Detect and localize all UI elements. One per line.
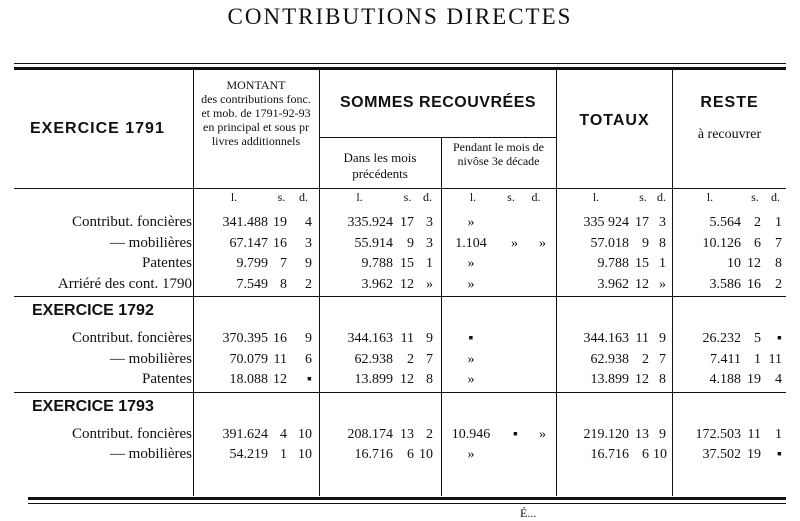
row-label: — mobilières xyxy=(109,234,192,251)
cell-totaux-s: 15 xyxy=(635,256,649,271)
cell-montant-d: 6 xyxy=(305,351,312,367)
cell-nivose-l: » xyxy=(467,215,475,230)
cell-precedents-l: 208.174 xyxy=(347,426,393,442)
cell-totaux-d: 3 xyxy=(659,215,666,230)
cell-precedents-l: 16.716 xyxy=(354,447,393,462)
cell-montant-l: 70.079 xyxy=(229,351,268,367)
top-rule-thick xyxy=(14,67,786,70)
cell-totaux-s: 11 xyxy=(635,331,649,346)
unit-reste-s: s. xyxy=(751,190,759,204)
cell-totaux-d: 8 xyxy=(659,372,666,387)
section-title: EXERCICE 1792 xyxy=(32,302,154,319)
cell-nivose-l: 10.946 xyxy=(451,426,491,442)
header-bottom-rule xyxy=(14,188,786,189)
cell-precedents-s: 6 xyxy=(407,447,414,462)
cell-reste-s: 19 xyxy=(747,372,761,387)
cell-montant-d: 10 xyxy=(298,426,312,442)
bottom-rule-thin xyxy=(28,503,786,504)
row-label: Patentes xyxy=(142,255,192,271)
cell-nivose-l: » xyxy=(467,276,475,292)
cell-totaux-l: 13.899 xyxy=(590,372,629,387)
cell-nivose-l: » xyxy=(467,447,475,462)
cell-reste-s: 12 xyxy=(747,256,761,271)
cell-totaux-s: 9 xyxy=(642,235,649,251)
cell-montant-s: 4 xyxy=(280,426,287,442)
cell-montant-s: 8 xyxy=(280,276,287,292)
cell-reste-d: 1 xyxy=(775,215,782,230)
cell-montant-s: 7 xyxy=(280,256,287,271)
unit-totaux-l: l. xyxy=(592,190,600,204)
cell-nivose-s: ▪ xyxy=(513,426,518,442)
cell-precedents-d: 8 xyxy=(426,372,433,387)
sommes-underline xyxy=(319,137,556,138)
cell-reste-s: 6 xyxy=(754,235,761,251)
cell-montant-d: ▪ xyxy=(307,372,312,387)
row-label: — mobilières xyxy=(109,350,192,367)
header-exercice: EXERCICE 1791 xyxy=(30,120,165,137)
cell-reste-l: 5.564 xyxy=(709,215,741,230)
cell-reste-d: 2 xyxy=(775,276,782,292)
cell-totaux-d: » xyxy=(659,276,666,292)
cell-precedents-l: 13.899 xyxy=(354,372,393,387)
cell-reste-l: 10.126 xyxy=(702,235,741,251)
cell-reste-s: 19 xyxy=(747,447,761,462)
cell-montant-s: 16 xyxy=(273,331,287,346)
header-reste-sub: à recouvrer xyxy=(697,127,762,142)
cell-nivose-l: ▪ xyxy=(468,331,474,346)
cell-montant-d: 3 xyxy=(305,235,312,251)
cell-totaux-s: 12 xyxy=(635,276,649,292)
cell-reste-l: 26.232 xyxy=(702,331,741,346)
cell-precedents-d: 3 xyxy=(426,235,433,251)
cell-nivose-d: » xyxy=(539,426,546,442)
cell-totaux-l: 335 924 xyxy=(583,215,629,230)
cell-montant-d: 10 xyxy=(298,447,312,462)
cell-montant-l: 54.219 xyxy=(229,447,268,462)
cell-nivose-l: 1.104 xyxy=(455,235,487,251)
cell-precedents-s: 9 xyxy=(407,235,414,251)
row-label: — mobilières xyxy=(109,446,192,462)
cell-precedents-s: 2 xyxy=(407,351,414,367)
cell-reste-d: 7 xyxy=(775,235,782,251)
cell-precedents-s: 11 xyxy=(400,331,414,346)
cell-totaux-d: 10 xyxy=(653,447,667,462)
cell-totaux-s: 12 xyxy=(635,372,649,387)
unit-montant-s: s. xyxy=(277,190,286,204)
cell-precedents-l: 55.914 xyxy=(354,235,393,251)
row-label: Contribut. foncières xyxy=(72,214,192,230)
cell-reste-l: 3.586 xyxy=(709,276,741,292)
cell-montant-l: 67.147 xyxy=(229,235,268,251)
cell-totaux-l: 3.962 xyxy=(597,276,629,292)
cell-nivose-l: » xyxy=(467,351,475,367)
unit-reste-d: d. xyxy=(771,190,780,204)
cell-precedents-l: 9.788 xyxy=(361,256,393,271)
cell-totaux-s: 13 xyxy=(635,426,649,442)
cell-precedents-s: 12 xyxy=(400,276,414,292)
cell-reste-l: 172.503 xyxy=(695,426,741,442)
cell-precedents-d: 2 xyxy=(426,426,433,442)
cell-precedents-d: » xyxy=(426,276,433,292)
cell-reste-s: 11 xyxy=(747,426,761,442)
unit-nivose-s: s. xyxy=(507,190,515,204)
cell-totaux-s: 6 xyxy=(642,447,649,462)
header-reste: RESTE xyxy=(700,94,759,111)
cell-reste-s: 2 xyxy=(754,215,761,230)
cell-precedents-d: 1 xyxy=(426,256,433,271)
cell-reste-l: 10 xyxy=(727,256,741,271)
cell-totaux-l: 219.120 xyxy=(583,426,629,442)
cell-montant-d: 9 xyxy=(305,331,312,346)
cell-reste-d: 1 xyxy=(775,426,782,442)
cell-precedents-d: 7 xyxy=(426,351,433,367)
header-sommes-recouvrees: SOMMES RECOUVRÉES xyxy=(339,94,537,111)
cell-precedents-s: 17 xyxy=(400,215,414,230)
header-totaux: TOTAUX xyxy=(579,112,650,129)
cell-totaux-d: 8 xyxy=(659,235,666,251)
cell-reste-l: 37.502 xyxy=(702,447,741,462)
unit-montant-d: d. xyxy=(299,190,308,204)
cell-montant-l: 7.549 xyxy=(236,276,268,292)
unit-montant-l: l. xyxy=(230,190,238,204)
header-montant-desc: des contributions fonc. et mob. de 1791-92-93 en principal et sous pr livres additionnels xyxy=(201,92,311,148)
unit-nivose-l: l. xyxy=(469,190,477,204)
unit-reste-l: l. xyxy=(706,190,714,204)
cell-precedents-l: 62.938 xyxy=(354,351,393,367)
col-divider-3 xyxy=(441,138,442,496)
section-separator-rule xyxy=(14,296,786,297)
cell-precedents-d: 3 xyxy=(426,215,433,230)
cell-nivose-d: » xyxy=(539,235,546,251)
cell-precedents-s: 12 xyxy=(400,372,414,387)
cell-totaux-d: 9 xyxy=(659,426,666,442)
col-divider-1 xyxy=(193,70,194,496)
cell-reste-d: ▪ xyxy=(777,447,782,462)
cell-totaux-l: 62.938 xyxy=(590,351,629,367)
cell-reste-s: 16 xyxy=(747,276,761,292)
header-mois-precedents: Dans les mois précédents xyxy=(343,150,417,181)
cell-precedents-l: 3.962 xyxy=(361,276,393,292)
cell-precedents-l: 344.163 xyxy=(347,331,393,346)
cell-montant-s: 16 xyxy=(273,235,287,251)
cell-reste-l: 7.411 xyxy=(710,351,741,367)
cell-totaux-s: 17 xyxy=(635,215,649,230)
unit-precedents-l: l. xyxy=(356,190,363,204)
row-label: Patentes xyxy=(142,371,192,387)
cell-montant-s: 12 xyxy=(273,372,287,387)
cell-reste-d: 11 xyxy=(768,351,782,367)
section-separator-rule xyxy=(14,392,786,393)
row-label: Arriéré des cont. 1790 xyxy=(57,275,192,292)
cell-reste-l: 4.188 xyxy=(709,372,741,387)
page-title: CONTRIBUTIONS DIRECTES xyxy=(227,4,573,29)
cell-montant-l: 370.395 xyxy=(222,331,268,346)
cell-totaux-s: 2 xyxy=(642,351,649,367)
cell-montant-s: 19 xyxy=(273,215,287,230)
top-rule-thin xyxy=(14,63,786,64)
cell-totaux-d: 9 xyxy=(659,331,666,346)
cell-precedents-l: 335.924 xyxy=(347,215,393,230)
footer-fragment: É... xyxy=(520,506,537,520)
cell-nivose-l: » xyxy=(467,256,475,271)
unit-precedents-d: d. xyxy=(423,190,432,204)
cell-montant-d: 4 xyxy=(305,215,312,230)
cell-totaux-l: 344.163 xyxy=(583,331,629,346)
cell-montant-l: 391.624 xyxy=(222,426,268,442)
row-label: Contribut. foncières xyxy=(72,425,192,442)
cell-totaux-l: 57.018 xyxy=(590,235,629,251)
cell-reste-d: ▪ xyxy=(777,331,782,346)
cell-precedents-s: 13 xyxy=(400,426,414,442)
cell-precedents-s: 15 xyxy=(400,256,414,271)
cell-montant-l: 9.799 xyxy=(236,256,268,271)
cell-montant-s: 11 xyxy=(273,351,287,367)
unit-totaux-s: s. xyxy=(639,190,647,204)
cell-montant-l: 18.088 xyxy=(229,372,268,387)
bottom-rule-thick xyxy=(28,497,786,500)
unit-precedents-s: s. xyxy=(403,190,412,204)
cell-reste-d: 4 xyxy=(775,372,782,387)
cell-totaux-l: 16.716 xyxy=(590,447,629,462)
header-nivose: Pendant le mois de nivôse 3e décade xyxy=(453,140,544,168)
cell-nivose-l: » xyxy=(467,372,475,387)
cell-totaux-d: 1 xyxy=(659,256,666,271)
cell-reste-d: 8 xyxy=(775,256,782,271)
cell-precedents-d: 10 xyxy=(419,447,433,462)
cell-montant-s: 1 xyxy=(280,447,287,462)
unit-totaux-d: d. xyxy=(657,190,666,204)
row-label: Contribut. foncières xyxy=(72,330,192,346)
cell-montant-d: 2 xyxy=(305,276,312,292)
unit-nivose-d: d. xyxy=(531,190,541,204)
col-divider-2 xyxy=(319,70,320,496)
cell-montant-l: 341.488 xyxy=(222,215,268,230)
cell-totaux-l: 9.788 xyxy=(597,256,629,271)
col-divider-4 xyxy=(556,70,557,496)
cell-reste-s: 5 xyxy=(754,331,761,346)
cell-nivose-s: » xyxy=(511,235,518,251)
cell-montant-d: 9 xyxy=(305,256,312,271)
section-title: EXERCICE 1793 xyxy=(32,397,154,415)
cell-reste-s: 1 xyxy=(754,351,761,367)
cell-precedents-d: 9 xyxy=(426,331,433,346)
header-montant-title: MONTANT xyxy=(226,78,286,92)
cell-totaux-d: 7 xyxy=(659,351,666,367)
